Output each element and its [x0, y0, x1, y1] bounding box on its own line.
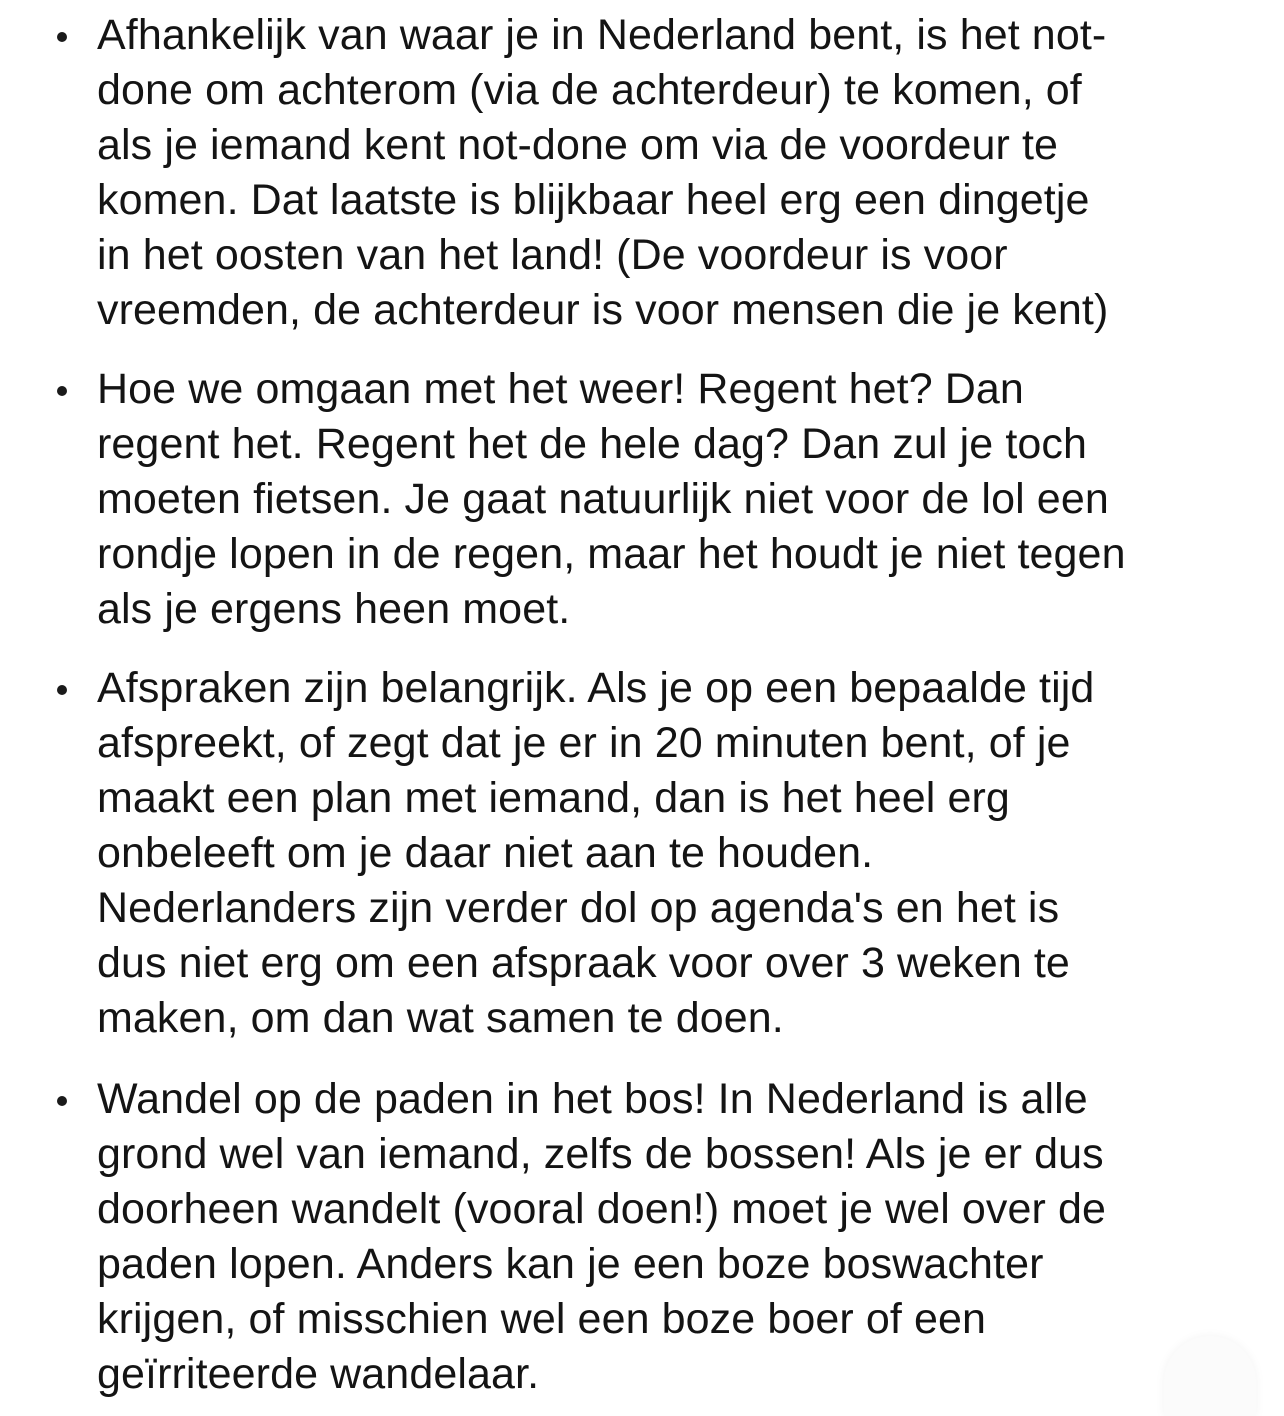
text-line: done om achterom (via de achterdeur) te komen, of — [97, 66, 1082, 114]
text-line: grond wel van iemand, zelfs de bossen! Als je er dus — [97, 1130, 1104, 1178]
text-line: regent het. Regent het de hele dag? Dan zul je toch — [97, 420, 1088, 468]
text-line: krijgen, of misschien wel een boze boer of een — [97, 1295, 986, 1343]
bullet-dot — [57, 386, 67, 396]
text-line: als je iemand kent not-done om via de voordeur te — [97, 121, 1059, 169]
text-line: komen. Dat laatste is blijkbaar heel erg een dingetje — [97, 176, 1090, 224]
text-line: geïrriteerde wandelaar. — [97, 1350, 540, 1398]
bullet-dot — [57, 1096, 67, 1106]
bullet-dot — [57, 32, 67, 42]
text-line: moeten fietsen. Je gaat natuurlijk niet voor de lol een — [97, 475, 1109, 523]
scroll-corner-overlay — [1164, 1336, 1256, 1416]
bullet-dot — [57, 685, 67, 695]
text-line: Nederlanders zijn verder dol op agenda's en het is — [97, 884, 1060, 932]
text-line: maken, om dan wat samen te doen. — [97, 994, 784, 1042]
text-line: Afhankelijk van waar je in Nederland bent, is het not- — [97, 11, 1107, 59]
text-line: vreemden, de achterdeur is voor mensen die je kent) — [97, 286, 1109, 334]
text-line: Afspraken zijn belangrijk. Als je op een bepaalde tijd — [97, 664, 1095, 712]
text-line: maakt een plan met iemand, dan is het heel erg — [97, 774, 1010, 822]
text-line: in het oosten van het land! (De voordeur is voor — [97, 231, 1008, 279]
text-line: doorheen wandelt (vooral doen!) moet je wel over de — [97, 1185, 1107, 1233]
text-line: dus niet erg om een afspraak voor over 3 weken te — [97, 939, 1070, 987]
text-line: rondje lopen in de regen, maar het houdt je niet tegen — [97, 530, 1126, 578]
text-line: onbeleeft om je daar niet aan te houden. — [97, 829, 874, 877]
text-line: als je ergens heen moet. — [97, 585, 571, 633]
text-line: Wandel op de paden in het bos! In Nederland is alle — [97, 1075, 1088, 1123]
text-line: paden lopen. Anders kan je een boze boswachter — [97, 1240, 1044, 1288]
text-line: afspreekt, of zegt dat je er in 20 minuten bent, of je — [97, 719, 1071, 767]
text-line: Hoe we omgaan met het weer! Regent het? Dan — [97, 365, 1024, 413]
